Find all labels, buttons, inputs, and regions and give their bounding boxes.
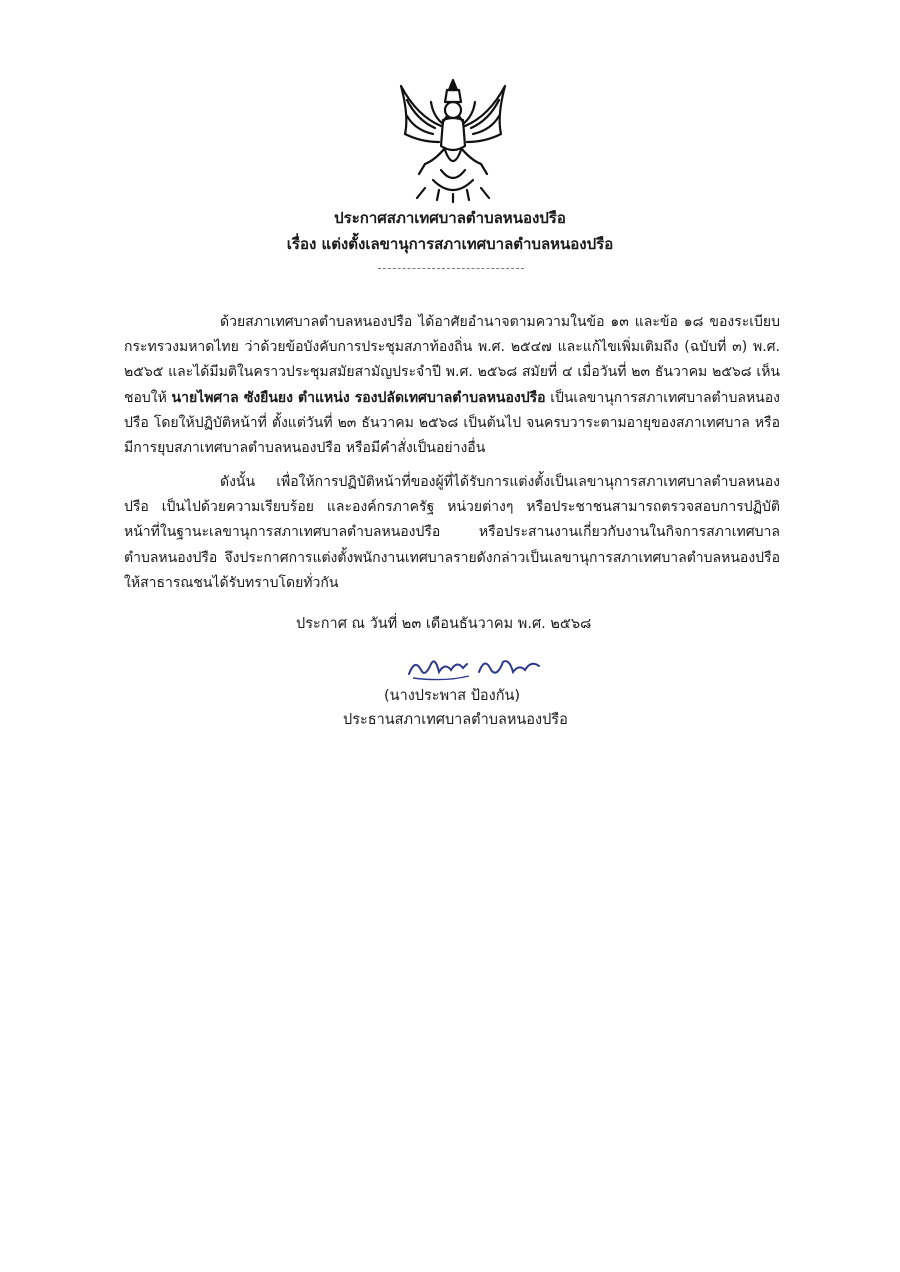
handwritten-signature [405,652,545,684]
appointee-name: นายไพศาล ซังยืนยง ตำแหน่ง รองปลัดเทศบาลตำบลหนองปรือ [171,389,546,406]
announcement-date: ประกาศ ณ วันที่ ๒๓ เดือนธันวาคม พ.ศ. ๒๕๖๘ [296,616,592,632]
announcement-title: ประกาศสภาเทศบาลตำบลหนองปรือ [334,209,566,227]
title-divider [378,268,524,269]
garuda-emblem-icon [395,76,511,204]
signer-position: ประธานสภาเทศบาลตำบลหนองปรือ [343,712,568,728]
para1-start: ด้วยสภาเทศบาลตำบลหนองปรือ ได้อาศัยอำนาจตามความในข้อ ๑๓ และข้อ ๑๘ ของระเบียบกระทรวงมหาดไทย ว่าด้วยข้อบังคับการประชุมสภาท้องถิ่น พ.ศ. ๒๕๔๗ และแก้ไขเพิ่มเติมถึง (ฉบับที่ ๓) พ.ศ. ๒๕๖๕ และได้มีมติในคราวประชุมสมัยสามัญประจำปี พ.ศ. ๒๕๖๘ สมัยที่ ๔ เมื่อวันที่ ๒๓ ธันวาคม ๒๕๖๘ เห็นชอบให้ [124,314,780,406]
para1-end: เป็นเลขานุการสภาเทศบาลตำบลหนองปรือ โดยให้ปฏิบัติหน้าที่ ตั้งแต่วันที่ ๒๓ ธันวาคม ๒๕๖๘ เป็นต้นไป จนครบวาระตามอายุของสภาเทศบาล หรือมีการยุบสภาเทศบาลตำบลหนองปรือ หรือมีคำสั่งเป็นอย่างอื่น [124,389,780,457]
body-paragraph-1 [124,310,780,461]
para2-text: ดังนั้น เพื่อให้การปฏิบัติหน้าที่ของผู้ที่ได้รับการแต่งตั้งเป็นเลขานุการสภาเทศบาลตำบลหนองปรือ เป็นไปด้วยความเรียบร้อย และองค์กรภาครัฐ หน่วยต่างๆ หรือประชาชนสามารถตรวจสอบการปฏิบัติหน้าที่ในฐานะเลขานุการสภาเทศบาลตำบลหนองปรือ หรือประสานงานเกี่ยวกับงานในกิจการสภาเทศบาลตำบลหนองปรือ จึงประกาศการแต่งตั้งพนักงานเทศบาลรายดังกล่าวเป็นเลขานุการสภาเทศบาลตำบลหนองปรือ ให้สาธารณชนได้รับทราบโดยทั่วกัน [124,474,780,591]
announcement-subject: เรื่อง แต่งตั้งเลขานุการสภาเทศบาลตำบลหนองปรือ [286,235,614,253]
signer-name: (นางประพาส ป้องกัน) [384,688,521,704]
body-paragraph-2 [124,470,780,596]
